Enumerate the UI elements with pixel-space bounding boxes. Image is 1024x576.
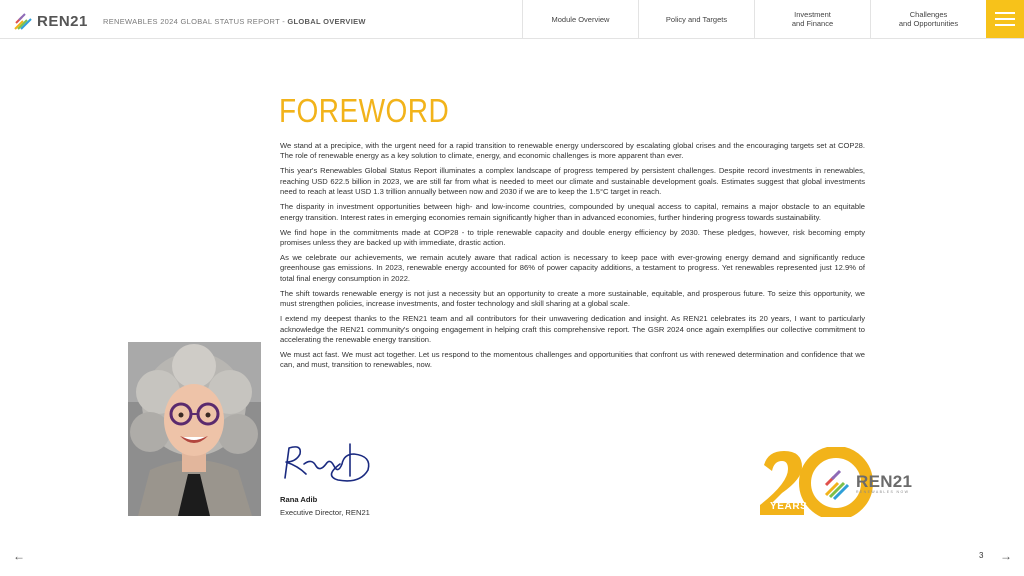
author-portrait (128, 342, 261, 516)
foreword-paragraph: We stand at a precipice, with the urgent need for a rapid transition to renewable energy underscored by escalating global crises and the encouraging targets set at COP28. The role of renewable energy as a key solution to climate, energy, and economic challenges is more apparent than ever. (280, 141, 865, 161)
portrait-illustration (128, 342, 261, 516)
ren21-logo-icon (14, 12, 32, 30)
foreword-paragraph: We must act fast. We must act together. Let us respond to the momentous challenges and opportunities that confront us with renewed determination and confidence that we can, and must, transition to renewables, now. (280, 350, 865, 370)
top-navigation (522, 0, 986, 38)
foreword-paragraph: I extend my deepest thanks to the REN21 team and all contributors for their unwavering dedication and insight. As REN21 celebrates its 20 years, I want to particularly acknowledge the REN21 community's ongoing engagement in helping craft this comprehensive report. The GSR 2024 once again exemplifies our collective commitment to accelerating the renewable energy transition. (280, 314, 865, 345)
anniversary-years-label: YEARS (770, 501, 808, 512)
ren21-logo[interactable] (14, 12, 88, 30)
foreword-paragraph: We find hope in the commitments made at COP28 - to triple renewable capacity and double energy efficiency by 2030. These pledges, however, risk becoming empty promises unless they are backed up with immediate, drastic action. (280, 227, 865, 248)
report-title-prefix: RENEWABLES 2024 GLOBAL STATUS REPORT - (103, 17, 288, 26)
nav-module-overview[interactable]: Module Overview (522, 0, 638, 38)
arrow-left-icon[interactable]: ← (13, 549, 25, 563)
page-number: 3 (979, 551, 984, 560)
menu-line (995, 18, 1015, 20)
foreword-body (280, 141, 865, 375)
anniversary-tagline: RENEWABLES NOW (856, 490, 910, 494)
arrow-right-icon[interactable]: → (1000, 549, 1012, 563)
report-title (103, 17, 366, 26)
foreword-paragraph: The shift towards renewable energy is not just a necessity but an opportunity to create a more sustainable, equitable, and prosperous future. To seize this opportunity, we must strengthen policies, increase investments, and foster technology and skill sharing at a global scale. (280, 288, 865, 309)
anniversary-org-name: REN21 (856, 472, 913, 491)
nav-policy-and-targets[interactable]: Policy and Targets (638, 0, 754, 38)
foreword-paragraph: As we celebrate our achievements, we remain acutely aware that radical action is necessary to keep pace with ever-growing energy demand and significantly reduce greenhouse gas emissions. In 2023, renewable energy accounted for 86% of power capacity additions, a testament to progress. Yet renewables represented just 12.9% of total final energy consumption in 2022. (280, 253, 865, 283)
nav-investment-and-finance[interactable]: Investment and Finance (754, 0, 870, 38)
logo-text: REN21 (37, 12, 88, 30)
foreword-paragraph: This year's Renewables Global Status Report illuminates a complex landscape of progress tempered by persistent challenges. Despite record investments in renewables, reaching USD 622.5 billion in 2023, we are still far from what is needed to meet our climate and sustainable development goals. Estimates suggest that global investments need to reach at least USD 1.3 trillion annually between now and 2030 if we are to keep the 1.5°C target in reach. (280, 166, 865, 197)
foreword-paragraph: The disparity in investment opportunities between high- and low-income countries, compounded by unequal access to capital, remains a major obstacle to an equitable energy transition. Interest rates in emerging economies remain significantly higher than in advanced economies, further hindering progress towards sustainability. (280, 202, 865, 222)
menu-line (995, 24, 1015, 26)
signatory-title: Executive Director, REN21 (280, 508, 370, 517)
report-title-section: GLOBAL OVERVIEW (287, 17, 366, 26)
menu-line (995, 12, 1015, 14)
top-bar (0, 0, 1024, 39)
hamburger-menu-icon[interactable] (986, 0, 1024, 38)
nav-challenges-and-opportunities[interactable]: Challenges and Opportunities (870, 0, 986, 38)
handwritten-signature (280, 440, 375, 485)
page-heading: FOREWORD (279, 92, 450, 129)
signatory-name: Rana Adib (280, 495, 318, 504)
